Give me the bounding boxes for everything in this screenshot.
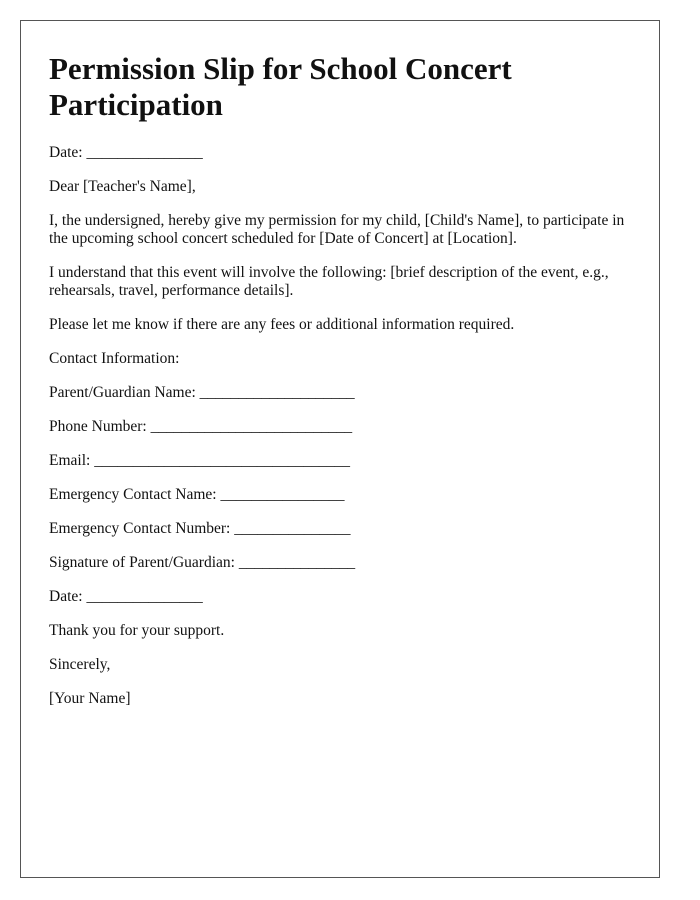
- event-description-paragraph: I understand that this event will involve the following: [brief description of the event, e.g., rehearsals, travel, performance details].: [49, 264, 609, 299]
- sender-name: [Your Name]: [49, 690, 131, 707]
- permission-paragraph: I, the undersigned, hereby give my permission for my child, [Child's Name], to participate in the upcoming school concert scheduled for [Date of Concert] at [Location].: [49, 212, 625, 247]
- signature-date-line: Date: _______________: [49, 588, 203, 605]
- thank-you-line: Thank you for your support.: [49, 622, 225, 639]
- date-line: Date: _______________: [49, 144, 203, 161]
- permission-slip-page: [20, 20, 660, 878]
- signature-line: Signature of Parent/Guardian: _______________: [49, 554, 356, 571]
- email-line: Email: _________________________________: [49, 452, 350, 469]
- emergency-contact-name-line: Emergency Contact Name: ________________: [49, 486, 345, 503]
- emergency-contact-number-line: Emergency Contact Number: _______________: [49, 520, 351, 537]
- letter-body: [49, 144, 639, 724]
- contact-information-heading: Contact Information:: [49, 350, 180, 367]
- parent-guardian-name-line: Parent/Guardian Name: ____________________: [49, 384, 355, 401]
- salutation: Dear [Teacher's Name],: [49, 178, 196, 195]
- fees-paragraph: Please let me know if there are any fees or additional information required.: [49, 316, 515, 333]
- closing: Sincerely,: [49, 656, 111, 673]
- phone-number-line: Phone Number: __________________________: [49, 418, 353, 435]
- document-title: Permission Slip for School Concert Participation: [49, 51, 512, 122]
